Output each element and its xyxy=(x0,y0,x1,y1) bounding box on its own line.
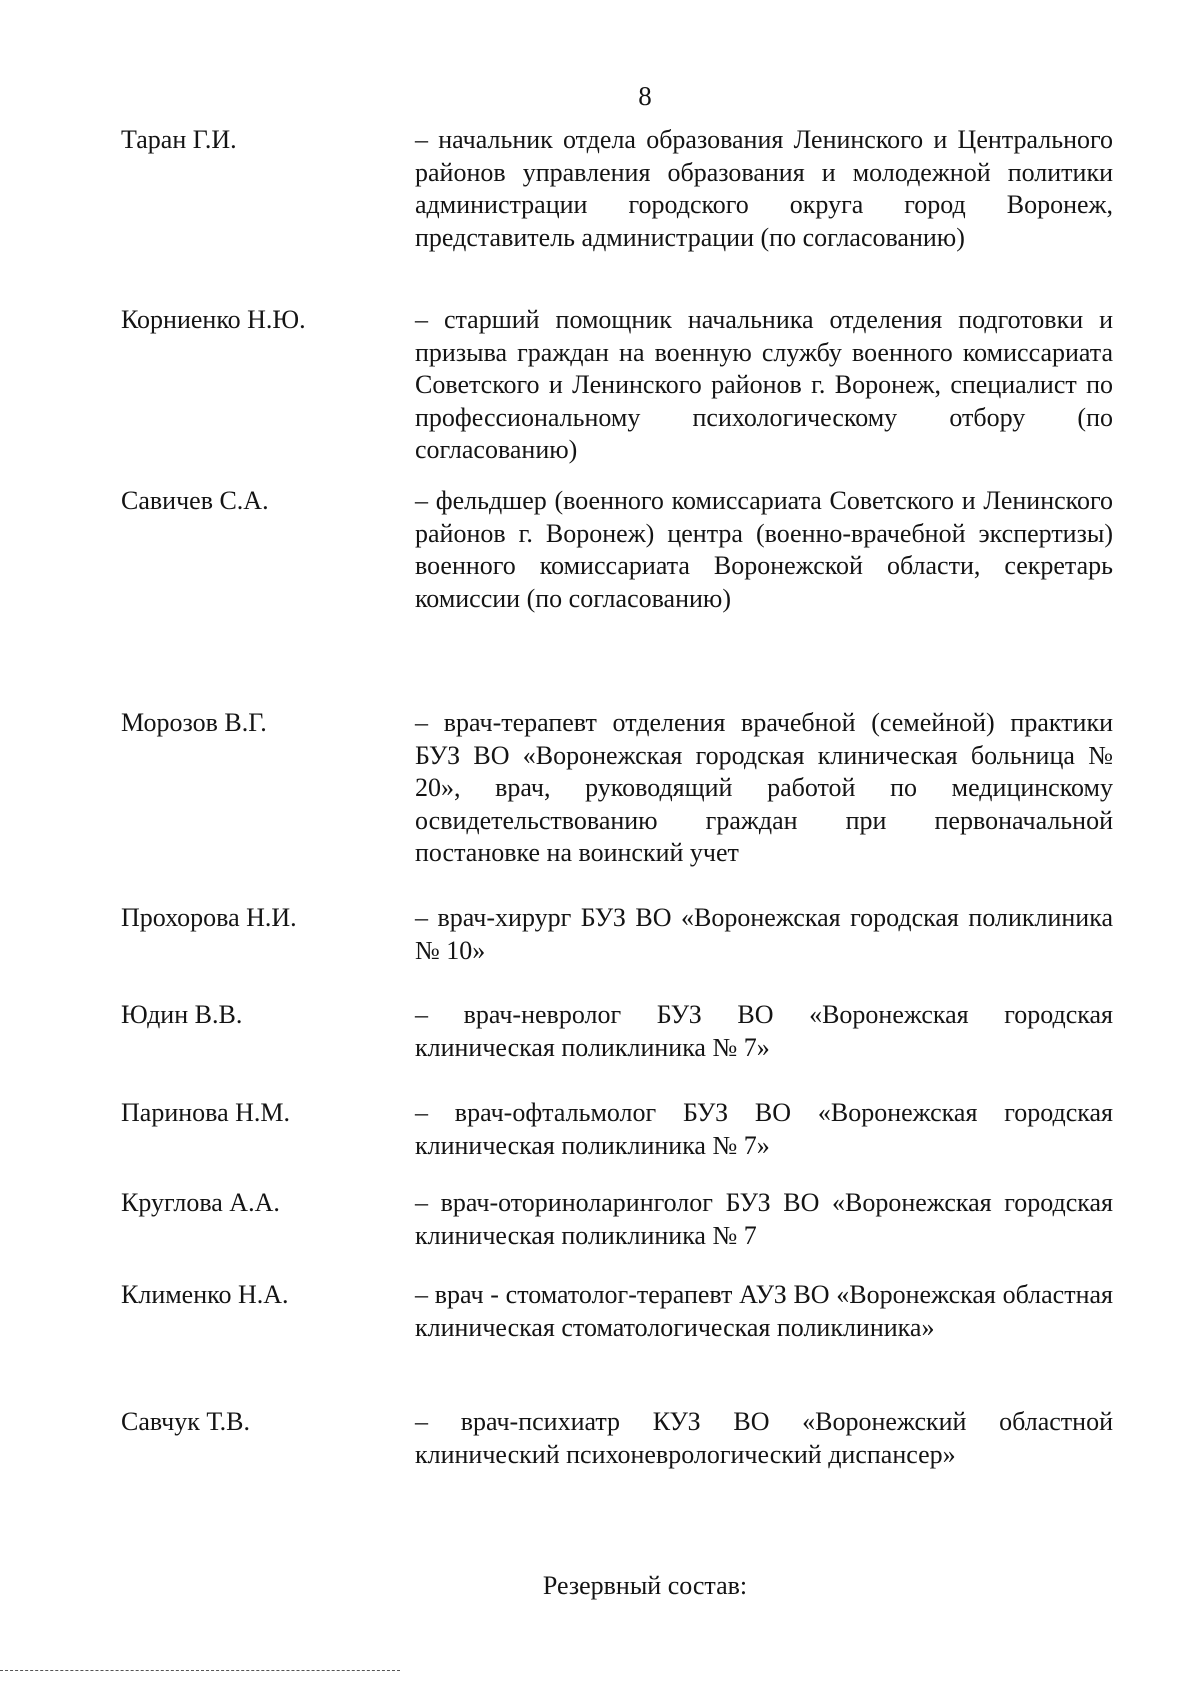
member-name: Таран Г.И. xyxy=(121,125,237,154)
member-name: Савичев С.А. xyxy=(121,486,269,515)
member-name: Прохорова Н.И. xyxy=(121,903,297,932)
footer-divider xyxy=(0,1670,400,1671)
member-name: Корниенко Н.Ю. xyxy=(121,305,306,334)
member-name: Савчук Т.В. xyxy=(121,1407,250,1436)
page-number: 8 xyxy=(638,81,652,111)
member-name: Паринова Н.М. xyxy=(121,1098,291,1127)
member-name: Круглова А.А. xyxy=(121,1188,280,1217)
member-name: Морозов В.Г. xyxy=(121,708,267,737)
member-role: – врач-офтальмолог БУЗ ВО «Воронежская городская клиническая поликлиника № 7» xyxy=(415,1098,1113,1160)
member-role: – фельдшер (военного комиссариата Советского и Ленинского районов г. Воронеж) центра (военно-врачебной экспертизы) военного комиссариата Воронежской области, секретарь комиссии (по согласованию) xyxy=(415,486,1113,613)
member-role: – врач-хирург БУЗ ВО «Воронежская городская поликлиника № 10» xyxy=(415,903,1113,965)
member-name: Клименко Н.А. xyxy=(121,1280,289,1309)
member-role: – врач-психиатр КУЗ ВО «Воронежский областной клинический психоневрологический диспансер» xyxy=(415,1407,1113,1469)
member-role: – старший помощник начальника отделения подготовки и призыва граждан на военную службу военного комиссариата Советского и Ленинского районов г. Воронеж, специалист по профессиональному психологическому отбору (по согласованию) xyxy=(415,305,1113,465)
member-role: – начальник отдела образования Ленинского и Центрального районов управления образования и молодежной политики администрации городского округа город Воронеж, представитель администрации (по согласованию) xyxy=(415,125,1113,252)
member-name: Юдин В.В. xyxy=(121,1000,243,1029)
reserve-heading: Резервный состав: xyxy=(542,1571,748,1600)
member-role: – врач - стоматолог-терапевт АУЗ ВО «Воронежская областная клиническая стоматологическая поликлиника» xyxy=(415,1280,1113,1342)
member-role: – врач-невролог БУЗ ВО «Воронежская городская клиническая поликлиника № 7» xyxy=(415,1000,1113,1062)
member-role: – врач-оториноларинголог БУЗ ВО «Воронежская городская клиническая поликлиника № 7 xyxy=(415,1188,1113,1250)
member-role: – врач-терапевт отделения врачебной (семейной) практики БУЗ ВО «Воронежская городская клиническая больница № 20», врач, руководящий работой по медицинскому освидетельствованию граждан при первоначальной постановке на воинский учет xyxy=(415,708,1113,868)
